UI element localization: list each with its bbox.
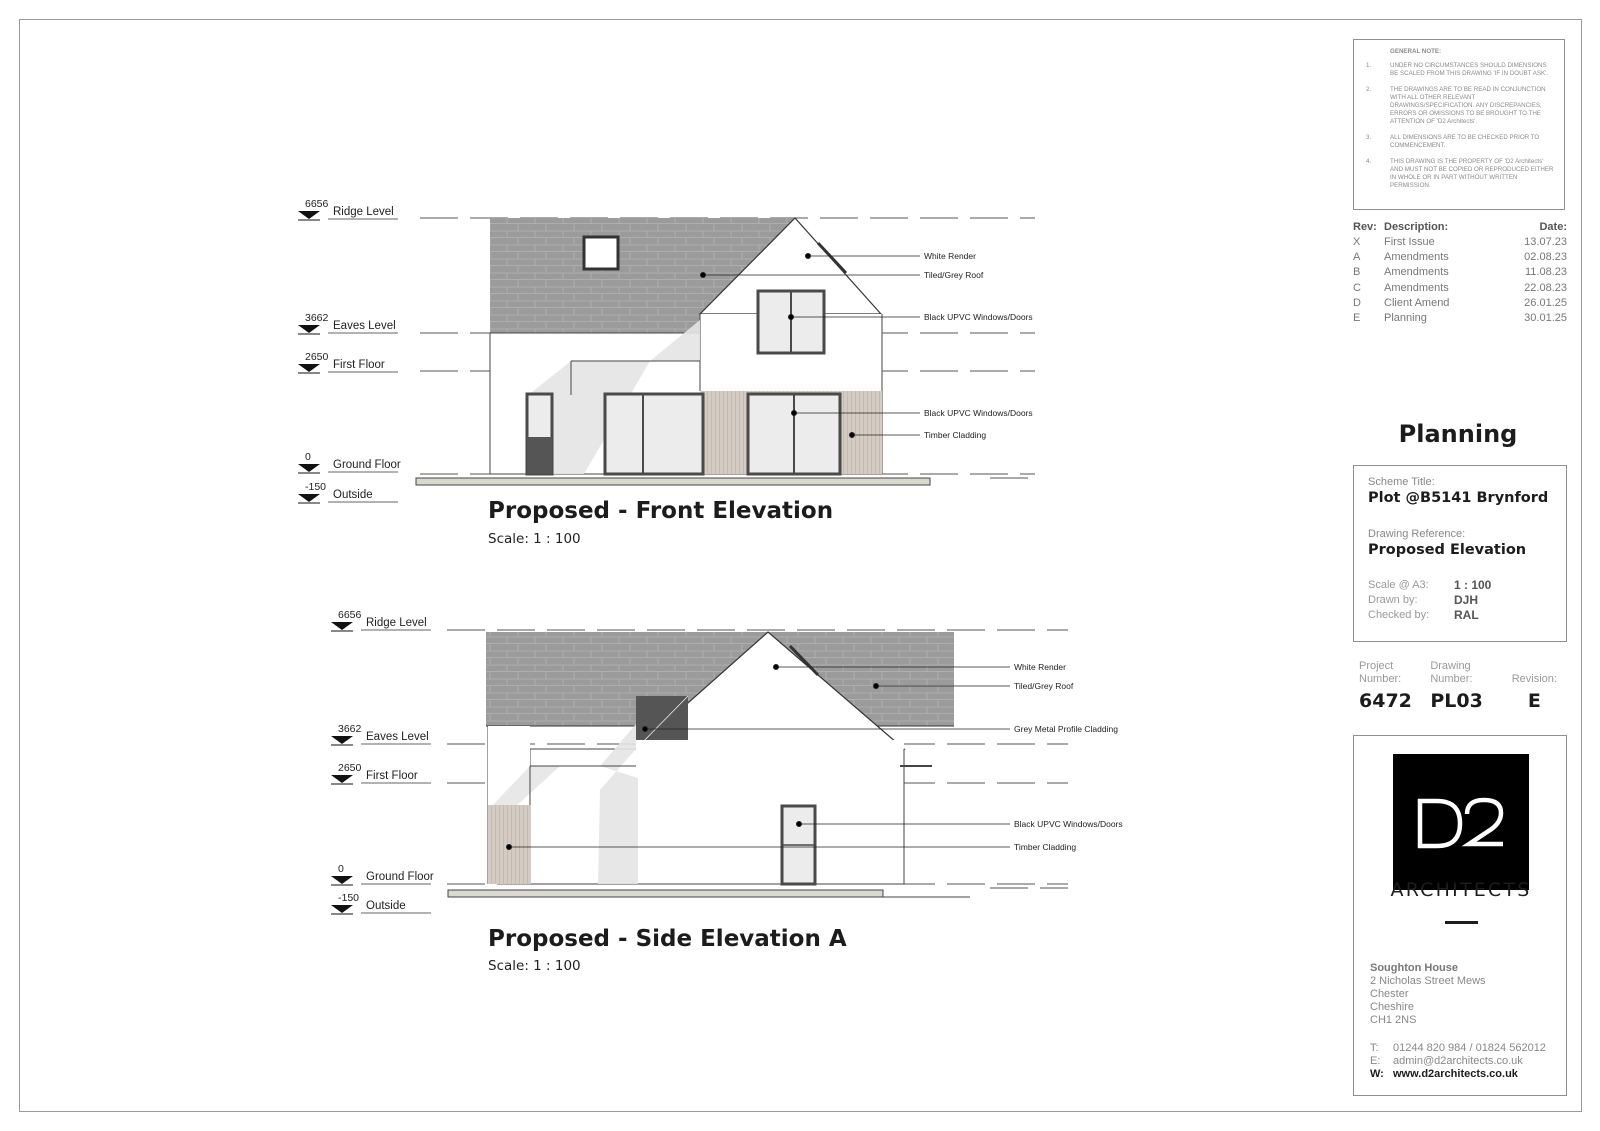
level-marker	[298, 451, 401, 473]
level-marker	[298, 198, 398, 220]
revision-row: X First Issue 13.07.23	[1353, 236, 1567, 248]
side-elevation	[447, 630, 1068, 897]
front-level-markers	[298, 198, 401, 503]
annotation-label: Black UPVC Windows/Doors	[924, 408, 1033, 418]
level-marker	[331, 609, 431, 631]
level-label: Ground Floor	[333, 459, 401, 471]
annotation-label: Timber Cladding	[924, 430, 987, 440]
level-triangle-icon	[298, 364, 320, 372]
phone-row: T: 01244 820 984 / 01824 562012	[1370, 1042, 1546, 1054]
level-value: 2650	[338, 762, 362, 774]
annotation-label: Black UPVC Windows/Doors	[1014, 819, 1123, 829]
level-triangle-icon	[298, 464, 320, 472]
level-triangle-icon	[298, 211, 320, 219]
annotation-label: White Render	[1014, 662, 1066, 672]
annotation-label: Tiled/Grey Roof	[1014, 681, 1074, 691]
revision-row: D Client Amend 26.01.25	[1353, 296, 1567, 309]
level-value: -150	[305, 481, 327, 493]
front-rooflight	[584, 237, 618, 269]
revision-row: A Amendments 02.08.23	[1353, 251, 1567, 264]
company-contact	[1370, 1042, 1546, 1081]
drawing-number: Drawing Number: PL03	[1430, 660, 1483, 712]
revision-row: C Amendments 22.08.23	[1353, 281, 1567, 294]
level-label: First Floor	[333, 359, 385, 371]
annotation-label: Black UPVC Windows/Doors	[924, 312, 1033, 322]
level-label: Ground Floor	[366, 871, 434, 883]
level-label: Outside	[366, 900, 406, 912]
level-value: 0	[305, 451, 311, 463]
annotation-label: Grey Metal Profile Cladding	[1014, 724, 1118, 734]
level-value: 0	[338, 863, 344, 875]
level-value: 2650	[305, 351, 329, 363]
revision-row: E Planning 30.01.25	[1353, 311, 1567, 324]
general-note-item: 2. THE DRAWINGS ARE TO BE READ IN CONJUNCTION WITH ALL OTHER RELEVANT DRAWINGS/SPECIFICATION. ANY DISCREPANCIES, ERRORS OR OMISSIONS TO BE BROUGHT TO THE ATTENTION OF 'D2 Architects'.	[1366, 86, 1546, 125]
side-ground-strip	[448, 890, 883, 897]
scale-row: Scale @ A3: 1 : 100	[1368, 578, 1492, 592]
scheme-box	[1353, 465, 1567, 642]
level-marker	[298, 312, 398, 334]
level-label: Ridge Level	[333, 206, 394, 218]
divider	[1445, 921, 1478, 924]
front-elevation-title: Proposed - Front Elevation	[488, 498, 834, 524]
general-notes-box	[1353, 39, 1565, 210]
project-number: Project Number: 6472	[1359, 660, 1412, 712]
level-marker	[331, 762, 431, 784]
level-marker	[298, 351, 398, 373]
level-value: -150	[338, 892, 360, 904]
level-value: 3662	[338, 723, 362, 735]
email-row: E: admin@d2architects.co.uk	[1370, 1055, 1523, 1067]
level-marker	[331, 892, 431, 914]
level-triangle-icon	[331, 622, 353, 630]
front-ground-doors	[605, 394, 703, 474]
annotation-label: White Render	[924, 251, 976, 261]
scheme-title: Plot @B5141 Brynford	[1368, 490, 1549, 506]
annotation-label: Tiled/Grey Roof	[924, 270, 984, 280]
side-elevation-title: Proposed - Side Elevation A	[488, 926, 847, 952]
revision-row: B Amendments 11.08.23	[1353, 266, 1567, 279]
level-marker	[331, 863, 434, 885]
company-name: ARCHITECTS	[1390, 879, 1532, 901]
project-info	[1353, 660, 1567, 712]
level-triangle-icon	[331, 876, 353, 884]
level-value: 3662	[305, 312, 329, 324]
general-note-item: 4. THIS DRAWING IS THE PROPERTY OF 'D2 Architects' AND MUST NOT BE COPIED OR REPRODUCED EITHER IN WHOLE OR IN PART WITHOUT WRITTEN PERMISSION.	[1366, 158, 1554, 189]
level-label: Eaves Level	[333, 320, 396, 332]
drawing-reference-label: Drawing Reference:	[1368, 528, 1466, 540]
side-wall	[530, 749, 904, 884]
level-label: Eaves Level	[366, 731, 429, 743]
d2-logo	[1393, 754, 1529, 890]
scheme-title-label: Scheme Title:	[1368, 476, 1435, 488]
revision-header: Rev: Description: Date:	[1353, 221, 1567, 233]
level-label: Ridge Level	[366, 617, 427, 629]
level-triangle-icon	[331, 775, 353, 783]
level-marker	[298, 481, 398, 503]
company-box	[1353, 735, 1567, 1096]
level-label: Outside	[333, 489, 373, 501]
general-notes-heading: GENERAL NOTE:	[1390, 48, 1442, 55]
web-row[interactable]: W: www.d2architects.co.uk	[1370, 1068, 1518, 1080]
level-triangle-icon	[298, 325, 320, 333]
level-value: 6656	[338, 609, 362, 621]
drawing-reference: Proposed Elevation	[1368, 542, 1527, 558]
drawn-by-row: Drawn by: DJH	[1368, 593, 1479, 607]
level-value: 6656	[305, 198, 329, 210]
level-triangle-icon	[331, 736, 353, 744]
annotation-label: Timber Cladding	[1014, 842, 1077, 852]
level-triangle-icon	[298, 494, 320, 502]
checked-by-row: Checked by: RAL	[1368, 608, 1479, 622]
revision-table	[1353, 221, 1567, 327]
general-note-item: 1. UNDER NO CIRCUMSTANCES SHOULD DIMENSIONS BE SCALED FROM THIS DRAWING 'IF IN DOUBT ASK'.	[1366, 62, 1548, 77]
drawing-status: Planning	[1398, 420, 1518, 448]
level-marker	[331, 723, 431, 745]
front-ground-strip	[416, 478, 930, 485]
revision-number: Revision: E	[1511, 673, 1557, 712]
level-triangle-icon	[331, 905, 353, 913]
side-elevation-scale: Scale: 1 : 100	[488, 958, 581, 974]
general-note-item: 3. ALL DIMENSIONS ARE TO BE CHECKED PRIOR TO COMMENCEMENT.	[1366, 134, 1540, 149]
front-elevation-scale: Scale: 1 : 100	[488, 531, 581, 547]
side-level-markers	[331, 609, 434, 914]
company-address: Soughton House 2 Nicholas Street Mews Chester Cheshire CH1 2NS	[1370, 962, 1486, 1026]
level-label: First Floor	[366, 770, 418, 782]
